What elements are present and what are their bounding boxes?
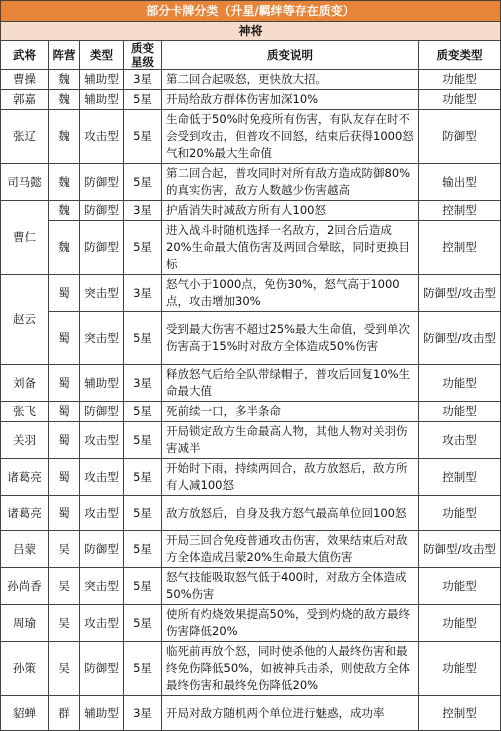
faction: 群: [49, 696, 80, 731]
star-level: 5星: [124, 422, 162, 459]
star-level: 5星: [124, 221, 162, 275]
star-level: 5星: [124, 642, 162, 696]
faction: 魏: [49, 164, 80, 201]
general-name: 周瑜: [1, 605, 49, 642]
faction: 蜀: [49, 496, 80, 531]
general-name: 孙策: [1, 642, 49, 696]
faction: 魏: [49, 70, 80, 90]
change-type: 控制型: [419, 696, 501, 731]
faction: 蜀: [49, 459, 80, 496]
table-row: [1, 605, 501, 642]
faction: 魏: [49, 110, 80, 164]
table-row: [1, 201, 501, 221]
star-level: 3星: [124, 275, 162, 312]
star-level: 5星: [124, 110, 162, 164]
change-desc: 开局三回合免疫普通攻击伤害，效果结束后对敌方全体造成吕蒙20%生命最大值伤害: [162, 531, 419, 568]
title-row: [1, 1, 501, 22]
general-name: 刘备: [1, 365, 49, 402]
card-type: 突击型: [80, 275, 124, 312]
change-desc: 怒气技能吸取怒气低于400时，对敌方全体造成50%伤害: [162, 568, 419, 605]
change-desc: 开局给敌方群体伤害加深10%: [162, 90, 419, 110]
star-level: 5星: [124, 568, 162, 605]
faction: 蜀: [49, 275, 80, 312]
general-name: 张飞: [1, 402, 49, 422]
faction: 魏: [49, 221, 80, 275]
general-name: 司马懿: [1, 164, 49, 201]
card-type: 防御型: [80, 164, 124, 201]
star-level: 3星: [124, 365, 162, 402]
table-row: [1, 365, 501, 402]
faction: 吴: [49, 568, 80, 605]
change-desc: 护盾消失时减敌方所有人100怒: [162, 201, 419, 221]
faction: 蜀: [49, 402, 80, 422]
change-type: 防御型/攻击型: [419, 531, 501, 568]
faction: 蜀: [49, 312, 80, 365]
col-header-change-type: 质变类型: [419, 41, 501, 70]
card-type: 突击型: [80, 568, 124, 605]
faction: 魏: [49, 201, 80, 221]
table-title: 部分卡牌分类（升星/羁绊等存在质变）: [1, 1, 501, 22]
change-desc: 开局对敌方随机两个单位进行魅惑，成功率: [162, 696, 419, 731]
change-type: 功能型: [419, 642, 501, 696]
general-name: 孙尚香: [1, 568, 49, 605]
general-name: 关羽: [1, 422, 49, 459]
general-name: 貂蝉: [1, 696, 49, 731]
change-type: 功能型: [419, 70, 501, 90]
change-desc: 死前续一口，多半条命: [162, 402, 419, 422]
faction: 魏: [49, 90, 80, 110]
table-row: [1, 312, 501, 365]
general-name: 吕蒙: [1, 531, 49, 568]
table-row: [1, 110, 501, 164]
change-type: 功能型: [419, 605, 501, 642]
change-desc: 怒气小于1000点，免伤30%，怒气高于1000点，攻击增加30%: [162, 275, 419, 312]
faction: 蜀: [49, 422, 80, 459]
general-name: 张辽: [1, 110, 49, 164]
table-row: [1, 568, 501, 605]
change-type: 功能型: [419, 568, 501, 605]
card-type: 攻击型: [80, 459, 124, 496]
change-type: 功能型: [419, 402, 501, 422]
col-header-faction: 阵营: [49, 41, 80, 70]
section-row: [1, 22, 501, 41]
change-type: 功能型: [419, 365, 501, 402]
change-type: 控制型: [419, 221, 501, 275]
star-level: 5星: [124, 496, 162, 531]
star-level: 3星: [124, 201, 162, 221]
table-row: [1, 696, 501, 731]
table-row: [1, 402, 501, 422]
card-type: 攻击型: [80, 422, 124, 459]
table-row: [1, 70, 501, 90]
table-row: [1, 90, 501, 110]
table-row: [1, 275, 501, 312]
star-level: 3星: [124, 70, 162, 90]
change-type: 功能型: [419, 90, 501, 110]
card-type: 辅助型: [80, 365, 124, 402]
table-row: [1, 531, 501, 568]
table-row: [1, 422, 501, 459]
table-row: [1, 164, 501, 201]
star-level: 5星: [124, 402, 162, 422]
table-row: [1, 642, 501, 696]
general-name: 曹操: [1, 70, 49, 90]
change-type: 防御型/攻击型: [419, 275, 501, 312]
change-desc: 受到最大伤害不超过25%最大生命值，受到单次伤害高于15%时对敌方全体造成50%伤害: [162, 312, 419, 365]
card-type: 突击型: [80, 312, 124, 365]
change-desc: 使所有灼烧效果提高50%，受到灼烧的敌方最终伤害降低20%: [162, 605, 419, 642]
change-type: 防御型: [419, 110, 501, 164]
change-type: 功能型: [419, 496, 501, 531]
table-row: [1, 496, 501, 531]
change-desc: 进入战斗时随机选择一名敌方，2回合后造成20%生命最大值伤害及两回合晕眩，同时更换目标: [162, 221, 419, 275]
faction: 吴: [49, 605, 80, 642]
general-name: 曹仁: [1, 201, 49, 275]
faction: 吴: [49, 531, 80, 568]
general-name: 赵云: [1, 275, 49, 365]
star-level: 5星: [124, 164, 162, 201]
change-desc: 第二回合起，普攻同时对所有敌方造成防御80%的真实伤害，敌方人数越少伤害越高: [162, 164, 419, 201]
card-type: 防御型: [80, 531, 124, 568]
card-type: 防御型: [80, 642, 124, 696]
card-type: 辅助型: [80, 70, 124, 90]
col-header-star: 质变星级: [124, 41, 162, 70]
change-desc: 生命低于50%时免疫所有伤害，有队友存在时不会受到攻击，但普攻不回怒，结束后获得1000怒气和20%最大生命值: [162, 110, 419, 164]
change-type: 控制型: [419, 201, 501, 221]
general-name: 郭嘉: [1, 90, 49, 110]
card-type: 辅助型: [80, 696, 124, 731]
change-desc: 第二回合起吸怒，更快放大招。: [162, 70, 419, 90]
general-name: 诸葛亮: [1, 496, 49, 531]
section-title: 神将: [1, 22, 501, 41]
star-level: 5星: [124, 531, 162, 568]
card-type: 防御型: [80, 201, 124, 221]
header-row: [1, 41, 501, 70]
table-row: [1, 221, 501, 275]
col-header-desc: 质变说明: [162, 41, 419, 70]
faction: 吴: [49, 642, 80, 696]
card-type: 攻击型: [80, 605, 124, 642]
change-type: 防御型/攻击型: [419, 312, 501, 365]
star-level: 5星: [124, 90, 162, 110]
card-type: 攻击型: [80, 496, 124, 531]
card-type: 攻击型: [80, 110, 124, 164]
star-level: 3星: [124, 696, 162, 731]
star-level: 5星: [124, 605, 162, 642]
card-type: 防御型: [80, 402, 124, 422]
change-desc: 敌方放怒后，自身及我方怒气最高单位回100怒: [162, 496, 419, 531]
change-desc: 开局锁定敌方生命最高人物，其他人物对关羽伤害减半: [162, 422, 419, 459]
change-type: 攻击型: [419, 422, 501, 459]
star-level: 5星: [124, 459, 162, 496]
table-row: [1, 459, 501, 496]
change-desc: 临死前再放个怒，同时使杀他的人最终伤害和最终免伤降低50%，如被神兵击杀，则使敌方全体最终伤害和最终免伤降低20%: [162, 642, 419, 696]
card-type: 辅助型: [80, 90, 124, 110]
change-desc: 释放怒气后给全队带绿帽子，普攻后回复10%生命最大值: [162, 365, 419, 402]
col-header-general: 武将: [1, 41, 49, 70]
star-level: 5星: [124, 312, 162, 365]
change-desc: 开始时下雨，持续两回合，敌方放怒后，敌方所有人减100怒: [162, 459, 419, 496]
col-header-type: 类型: [80, 41, 124, 70]
card-type: 防御型: [80, 221, 124, 275]
faction: 蜀: [49, 365, 80, 402]
change-type: 输出型: [419, 164, 501, 201]
general-name: 诸葛亮: [1, 459, 49, 496]
change-type: 控制型: [419, 459, 501, 496]
